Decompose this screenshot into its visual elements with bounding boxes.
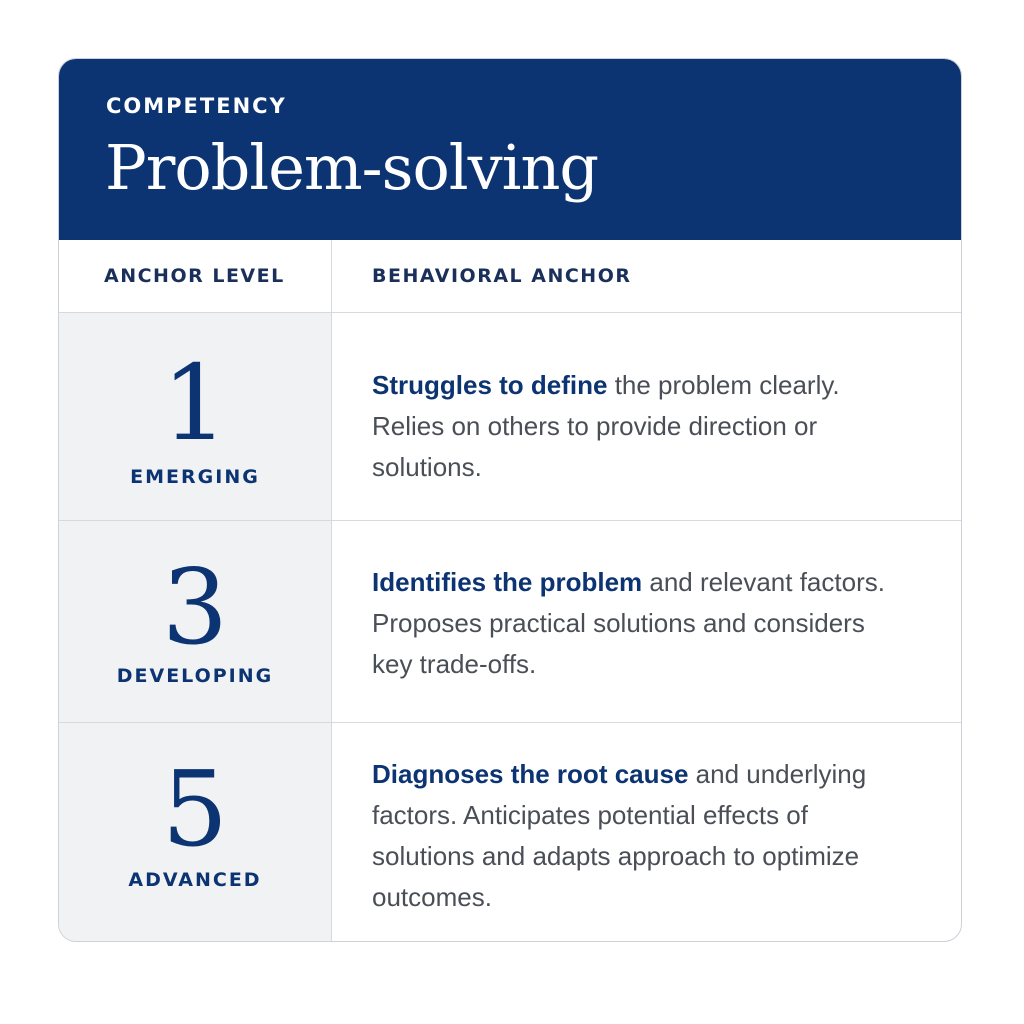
level-cell xyxy=(59,723,331,942)
card-header xyxy=(59,59,962,240)
level-name: EMERGING xyxy=(130,466,260,488)
eyebrow-label: COMPETENCY xyxy=(106,94,287,118)
anchor-body: the problem clearly. Relies on others to provide direction or solutions. xyxy=(372,370,840,482)
anchor-lead-phrase: Diagnoses the root cause xyxy=(372,759,689,789)
level-name: DEVELOPING xyxy=(116,665,274,687)
table-row xyxy=(59,521,962,723)
column-header-anchor-level: ANCHOR LEVEL xyxy=(104,265,285,287)
table-row xyxy=(59,723,962,942)
anchor-body: and relevant factors. Proposes practical solutions and considers key trade-offs. xyxy=(372,567,885,679)
table-row xyxy=(59,313,962,521)
anchor-description xyxy=(372,562,912,685)
level-number: 3 xyxy=(161,546,229,668)
column-header-row xyxy=(59,240,962,313)
anchor-lead-phrase: Struggles to define xyxy=(372,370,608,400)
competency-title: Problem-solving xyxy=(105,131,599,204)
anchor-lead-phrase: Identifies the problem xyxy=(372,567,643,597)
anchor-body: and underlying factors. Anticipates potential effects of solutions and adapts approach to optimize outcomes. xyxy=(372,759,867,912)
level-cell xyxy=(59,313,331,520)
level-cell xyxy=(59,521,331,722)
column-header-behavioral-anchor: BEHAVIORAL ANCHOR xyxy=(372,265,632,287)
anchor-description xyxy=(372,754,912,918)
competency-card xyxy=(58,58,962,942)
level-number: 5 xyxy=(161,748,229,870)
level-number: 1 xyxy=(161,342,229,464)
level-name: ADVANCED xyxy=(128,869,262,891)
anchor-description xyxy=(372,365,912,488)
column-divider xyxy=(331,240,332,942)
